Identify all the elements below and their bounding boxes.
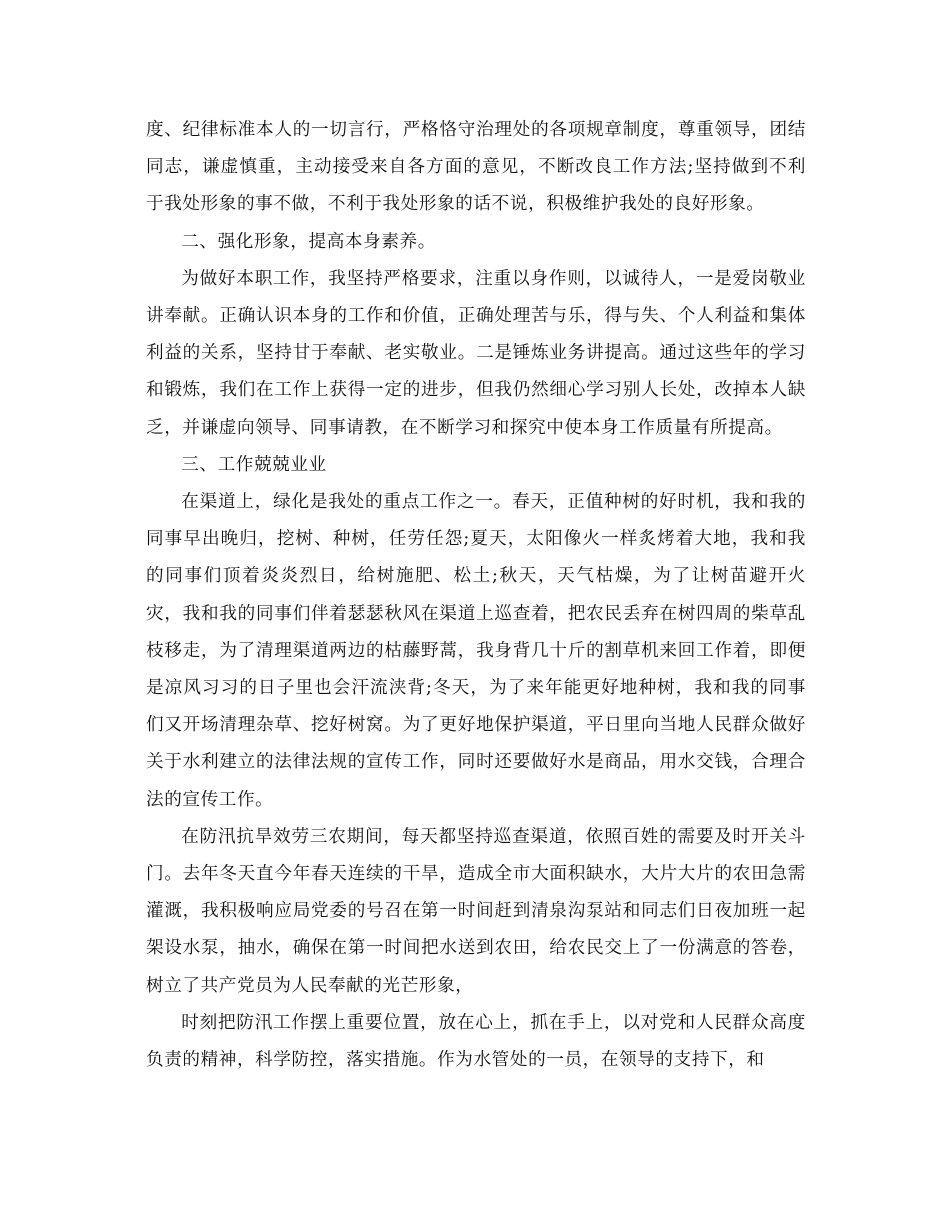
paragraph-flood-drought: 在防汛抗旱效劳三农期间，每天都坚持巡查渠道，依照百姓的需要及时开关斗门。去年冬天直今年春天连续的干旱，造成全市大面积缺水，大片大片的农田急需灌溉，我积极响应局党委的号召在第一时间赶到清泉沟泵站和同志们日夜加班一起架设水泵，抽水，确保在第一时间把水送到农田，给农民交上了一份满意的答卷，树立了共产党员为人民奉献的光芒形象，: [146, 826, 806, 996]
paragraph-self-improvement: 为做好本职工作，我坚持严格要求，注重以身作则，以诚待人，一是爱岗敬业讲奉献。正确认识本身的工作和价值，正确处理苦与乐，得与失、个人利益和集体利益的关系，坚持甘于奉献、老实敬业。二是锤炼业务讲提高。通过这些年的学习和锻炼，我们在工作上获得一定的进步，但我仍然细心学习别人长处，改掉本人缺乏，并谦虚向领导、同事请教，在不断学习和探究中使本身工作质量有所提高。: [146, 268, 806, 438]
section-heading-2: 二、强化形象，提高本身素养。: [181, 231, 436, 252]
paragraph-greening-work: 在渠道上，绿化是我处的重点工作之一。春天，正值种树的好时机，我和我的同事早出晚归，挖树、种树，任劳任怨;夏天，太阳像火一样炙烤着大地，我和我的同事们顶着炎炎烈日，给树施肥、松土;秋天，天气枯燥，为了让树苗避开火灾，我和我的同事们伴着瑟瑟秋风在渠道上巡查着，把农民丢弃在树四周的柴草乱枝移走，为了清理渠道两边的枯藤野蒿，我身背几十斤的割草机来回工作着，即便是凉风习习的日子里也会汗流浃背;冬天，为了来年能更好地种树，我和我的同事们又开场清理杂草、挖好树窝。为了更好地保护渠道，平日里向当地人民群众做好关于水利建立的法律法规的宣传工作，同时还要做好水是商品，用水交钱，合理合法的宣传工作。: [146, 492, 806, 810]
paragraph-flood-control: 时刻把防汛工作摆上重要位置，放在心上，抓在手上，以对党和人民群众高度负责的精神，科学防控，落实措施。作为水管处的一员，在领导的支持下，和: [146, 1012, 806, 1071]
section-heading-3: 三、工作兢兢业业: [181, 454, 327, 475]
paragraph-continuation: 度、纪律标准本人的一切言行，严格恪守治理处的各项规章制度，尊重领导，团结同志，谦虚慎重，主动接受来自各方面的意见，不断改良工作方法;坚持做到不利于我处形象的事不做，不利于我处形象的话不说，积极维护我处的良好形象。: [146, 120, 806, 215]
document-body: [146, 112, 806, 1079]
